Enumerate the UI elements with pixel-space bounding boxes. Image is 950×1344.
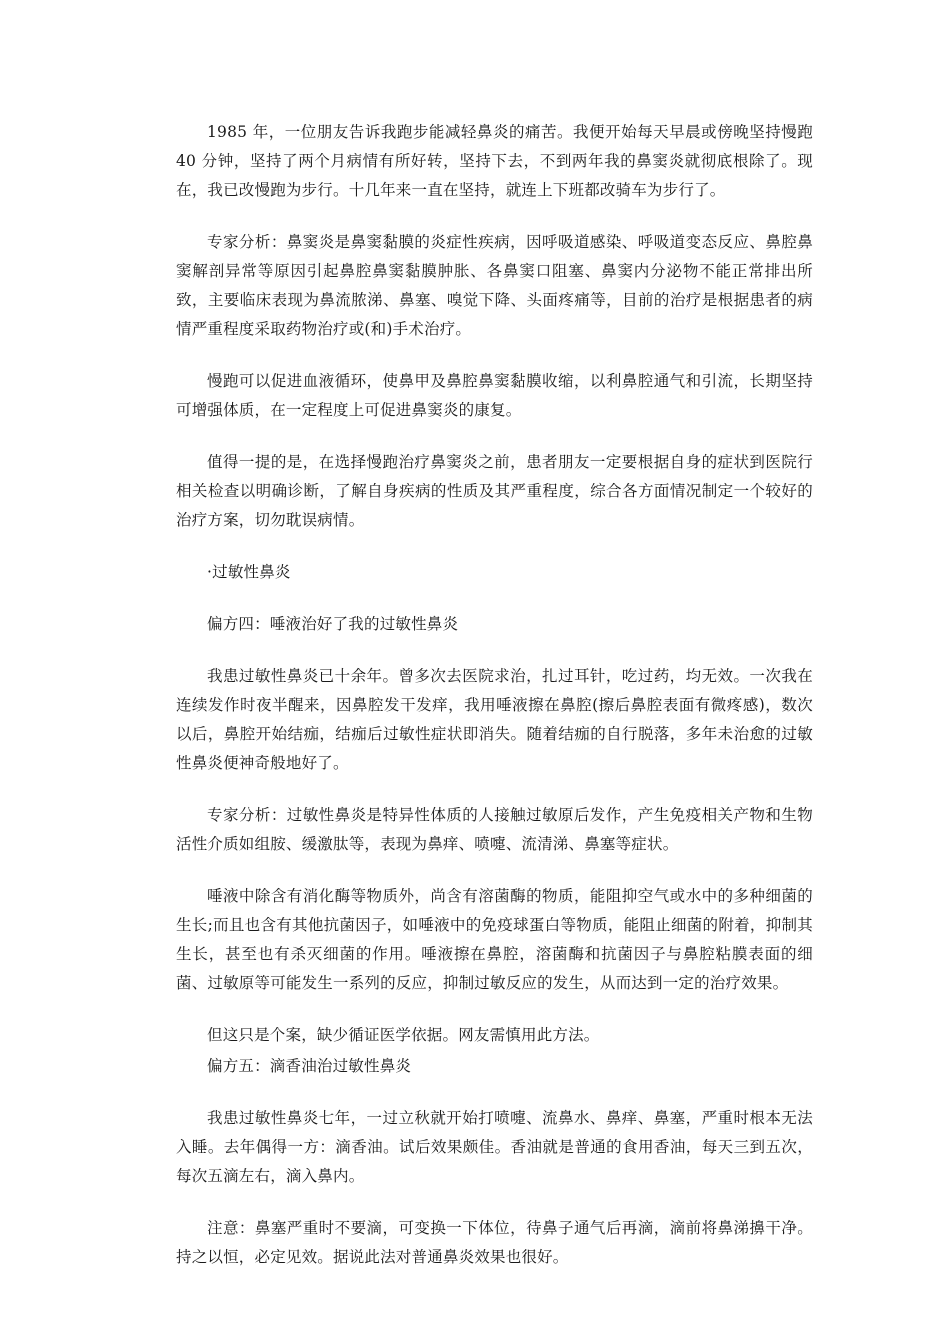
paragraph-diagnosis-advice: 值得一提的是，在选择慢跑治疗鼻窦炎之前，患者朋友一定要根据自身的症状到医院行相关检查以明确诊断，了解自身疾病的性质及其严重程度，综合各方面情况制定一个较好的治疗方案，切勿耽误病情。 xyxy=(176,453,813,529)
paragraph-saliva-mechanism: 唾液中除含有消化酶等物质外，尚含有溶菌酶的物质，能阻抑空气或水中的多种细菌的生长;而且也含有其他抗菌因子，如唾液中的免疫球蛋白等物质，能阻止细菌的附着，抑制其生长，甚至也有杀灭细菌的作用。唾液擦在鼻腔，溶菌酶和抗菌因子与鼻腔粘膜表面的细菌、过敏原等可能发生一系列的反应，抑制过敏反应的发生，从而达到一定的治疗效果。 xyxy=(176,887,813,992)
paragraph-expert-analysis-sinusitis: 专家分析：鼻窦炎是鼻窦黏膜的炎症性疾病，因呼吸道感染、呼吸道变态反应、鼻腔鼻窦解剖异常等原因引起鼻腔鼻窦黏膜肿胀、各鼻窦口阻塞、鼻窦内分泌物不能正常排出所致，主要临床表现为鼻流脓涕、鼻塞、嗅觉下降、头面疼痛等，目前的治疗是根据患者的病情严重程度采取药物治疗或(和)手术治疗。 xyxy=(176,233,813,338)
document-page xyxy=(176,118,813,1295)
paragraph-jogging-benefits: 慢跑可以促进血液循环，使鼻甲及鼻腔鼻窦黏膜收缩，以利鼻腔通气和引流，长期坚持可增强体质，在一定程度上可促进鼻窦炎的康复。 xyxy=(176,372,813,419)
paragraph-saliva-story: 我患过敏性鼻炎已十余年。曾多次去医院求治，扎过耳针，吃过药，均无效。一次我在连续发作时夜半醒来，因鼻腔发干发痒，我用唾液擦在鼻腔(擦后鼻腔表面有微疼感)，数次以后，鼻腔开始结痂，结痂后过敏性症状即消失。随着结痂的自行脱落，多年未治愈的过敏性鼻炎便神奇般地好了。 xyxy=(176,667,813,772)
paragraph-jogging-story: 1985 年，一位朋友告诉我跑步能减轻鼻炎的痛苦。我便开始每天早晨或傍晚坚持慢跑 40 分钟，坚持了两个月病情有所好转，坚持下去，不到两年我的鼻窦炎就彻底根除了。现在，我已改慢跑为步行。十几年来一直在坚持，就连上下班都改骑车为步行了。 xyxy=(176,123,813,199)
section-heading-allergic-rhinitis: ·过敏性鼻炎 xyxy=(207,563,291,581)
remedy-five-title: 偏方五：滴香油治过敏性鼻炎 xyxy=(207,1057,412,1075)
paragraph-sesame-oil-story: 我患过敏性鼻炎七年，一过立秋就开始打喷嚏、流鼻水、鼻痒、鼻塞，严重时根本无法入睡。去年偶得一方：滴香油。试后效果颇佳。香油就是普通的食用香油，每天三到五次，每次五滴左右，滴入鼻内。 xyxy=(176,1109,813,1185)
paragraph-attention-note: 注意：鼻塞严重时不要滴，可变换一下体位，待鼻子通气后再滴，滴前将鼻涕擤干净。持之以恒，必定见效。据说此法对普通鼻炎效果也很好。 xyxy=(176,1219,813,1266)
paragraph-expert-analysis-allergy: 专家分析：过敏性鼻炎是特异性体质的人接触过敏原后发作，产生免疫相关产物和生物活性介质如组胺、缓激肽等，表现为鼻痒、喷嚏、流清涕、鼻塞等症状。 xyxy=(176,806,813,853)
paragraph-caution-note: 但这只是个案，缺少循证医学依据。网友需慎用此方法。 xyxy=(207,1026,600,1044)
remedy-four-title: 偏方四：唾液治好了我的过敏性鼻炎 xyxy=(207,615,459,633)
